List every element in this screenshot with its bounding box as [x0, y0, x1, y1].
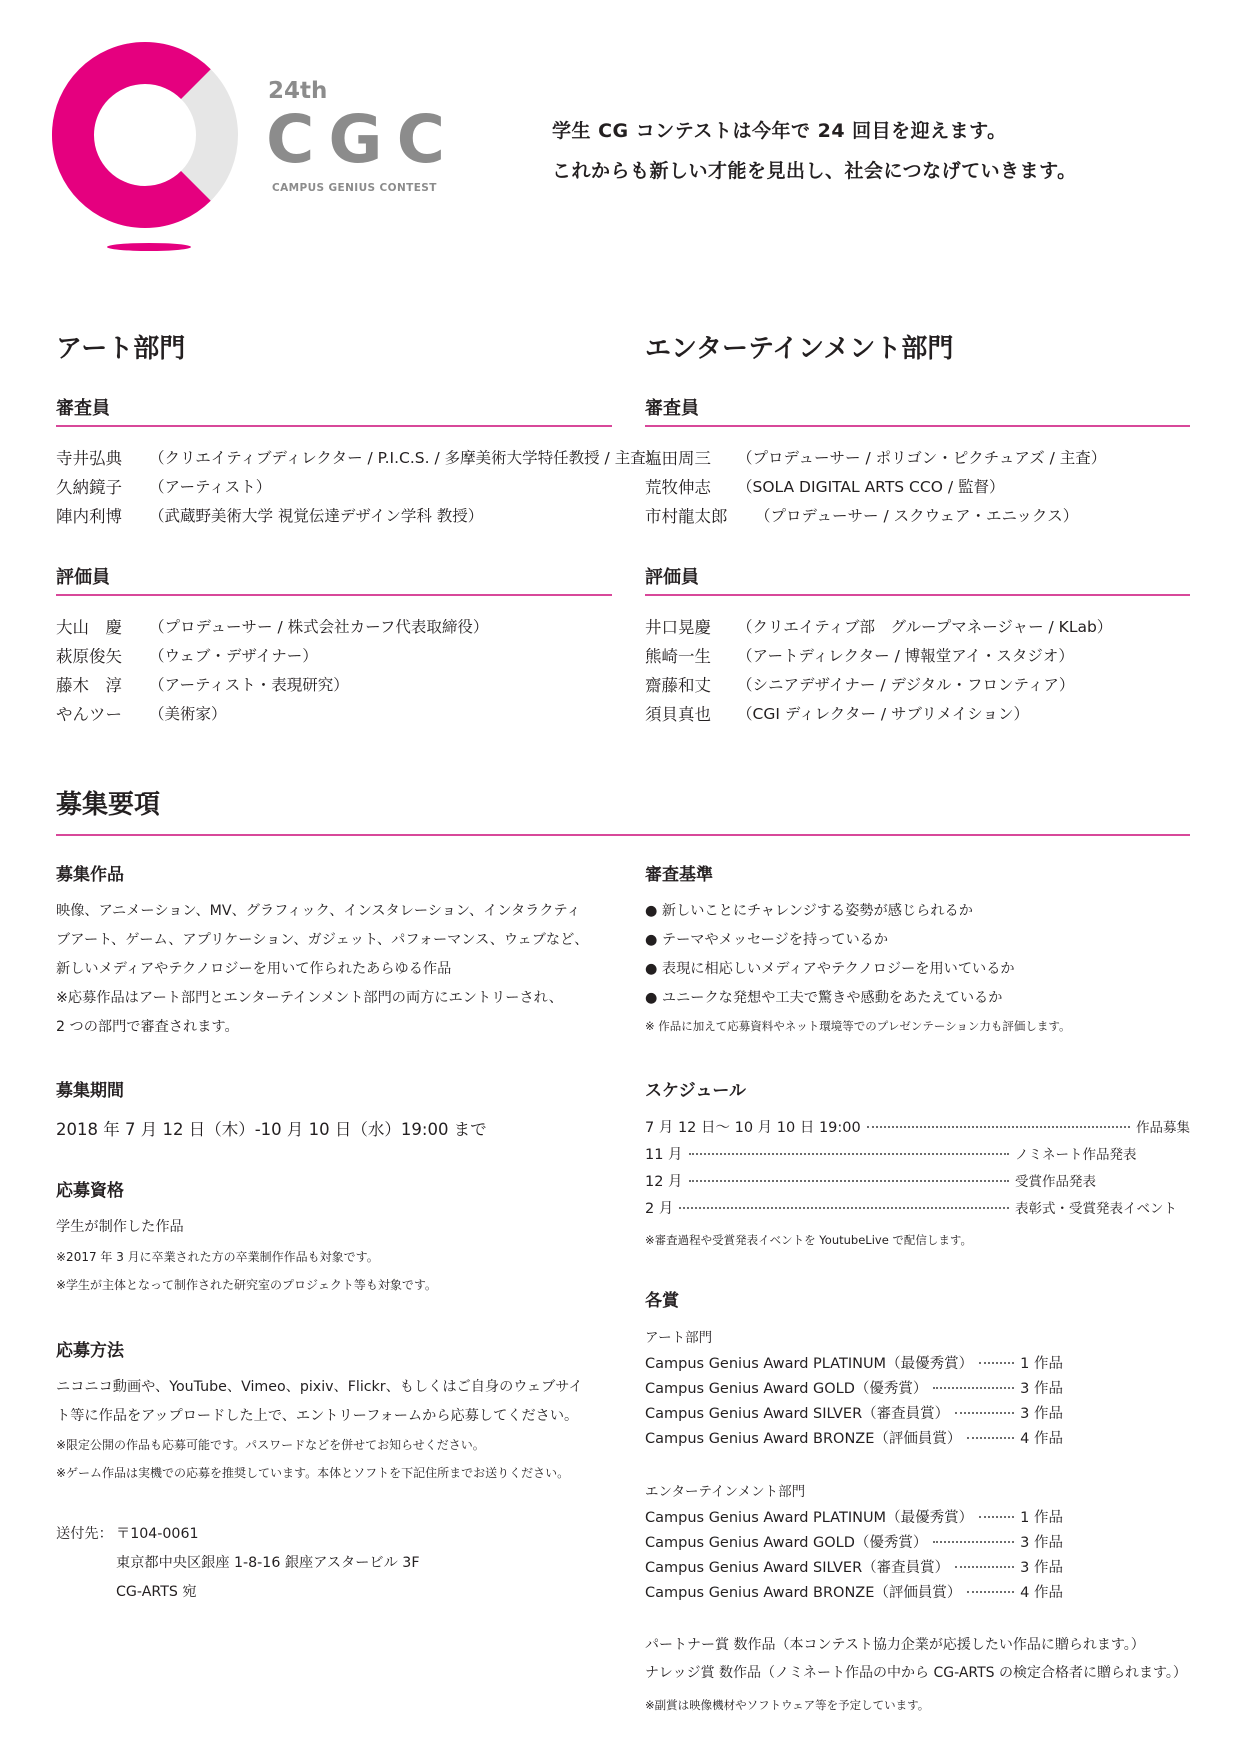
judge-role: （アーティスト） — [149, 478, 272, 496]
awards-heading: 各賞 — [645, 1291, 679, 1311]
ent-judges-rule — [645, 425, 1190, 427]
method-line: ニコニコ動画や、YouTube、Vimeo、pixiv、Flickr、もしくはご自身のウェブサイ — [56, 1379, 583, 1395]
award-name: Campus Genius Award PLATINUM（最優秀賞） — [645, 1356, 974, 1372]
schedule-event: ノミネート作品発表 — [1015, 1147, 1137, 1163]
recruit-title: 募集要項 — [56, 790, 161, 820]
art-section-title: アート部門 — [56, 334, 186, 364]
schedule-note: ※審査過程や受賞発表イベントを YoutubeLive で配信します。 — [645, 1233, 973, 1247]
schedule-date: 7 月 12 日〜 10 月 10 日 19:00 — [645, 1120, 861, 1136]
award-count: 3 作品 — [1020, 1535, 1063, 1551]
works-line: ブアート、ゲーム、アプリケーション、ガジェット、パフォーマンス、ウェブなど、 — [56, 932, 589, 948]
award-name: Campus Genius Award SILVER（審査員賞） — [645, 1406, 950, 1422]
judge-name: 陣内利博 — [56, 507, 122, 526]
art-judges-heading: 審査員 — [56, 398, 110, 419]
awards-note: ※副賞は映像機材やソフトウェア等を予定しています。 — [645, 1698, 930, 1712]
judge-role: （クリエイティブディレクター / P.I.C.S. / 多摩美術大学特任教授 / 主査） — [149, 449, 662, 467]
judge-name: 荒牧伸志 — [645, 478, 711, 497]
partner-award: パートナー賞 数作品（本コンテスト協力企業が応援したい作品に贈られます。） — [645, 1637, 1145, 1653]
works-line: 映像、アニメーション、MV、グラフィック、インスタレーション、インタラクティ — [56, 903, 581, 919]
leader-dots — [979, 1516, 1014, 1518]
evaluator-role: （シニアデザイナー / デジタル・フロンティア） — [737, 676, 1075, 694]
judge-role: （プロデューサー / スクウェア・エニックス） — [755, 507, 1079, 525]
logo-shadow — [107, 243, 191, 251]
judge-role: （武蔵野美術大学 視覚伝達デザイン学科 教授） — [149, 507, 484, 525]
entertainment-section-title: エンターテインメント部門 — [645, 334, 954, 364]
address-label: 送付先： — [56, 1526, 113, 1542]
judge-name: 寺井弘典 — [56, 449, 122, 468]
judge-role: （SOLA DIGITAL ARTS CCO / 監督） — [737, 478, 1005, 496]
evaluator-name: 藤木 淳 — [56, 676, 122, 695]
award-count: 3 作品 — [1020, 1560, 1063, 1576]
leader-dots — [979, 1362, 1014, 1364]
criteria-item: ● 表現に相応しいメディアやテクノロジーを用いているか — [645, 961, 1015, 977]
award-name: Campus Genius Award GOLD（優秀賞） — [645, 1381, 928, 1397]
award-row — [645, 1377, 1063, 1401]
evaluator-role: （アートディレクター / 博報堂アイ・スタジオ） — [737, 647, 1074, 665]
award-name: Campus Genius Award GOLD（優秀賞） — [645, 1535, 928, 1551]
method-line: ト等に作品をアップロードした上で、エントリーフォームから応募してください。 — [56, 1408, 579, 1424]
leader-dots — [679, 1207, 1009, 1209]
works-heading: 募集作品 — [56, 865, 124, 885]
schedule-date: 2 月 — [645, 1201, 674, 1217]
judge-name: 市村龍太郎 — [645, 507, 728, 526]
award-row — [645, 1506, 1063, 1530]
award-row — [645, 1581, 1063, 1605]
leader-dots — [689, 1180, 1009, 1182]
evaluator-name: 齋藤和丈 — [645, 676, 711, 695]
schedule-row — [645, 1197, 1190, 1223]
logo-subtitle: CAMPUS GENIUS CONTEST — [272, 182, 437, 194]
schedule-row — [645, 1170, 1190, 1196]
tagline-line-2: これからも新しい才能を見出し、社会につなげていきます。 — [552, 160, 1077, 182]
award-name: Campus Genius Award BRONZE（評価員賞） — [645, 1431, 962, 1447]
evaluator-role: （プロデューサー / 株式会社カーフ代表取締役） — [149, 618, 489, 636]
evaluator-role: （CGI ディレクター / サブリメイション） — [737, 705, 1029, 723]
award-count: 4 作品 — [1020, 1585, 1063, 1601]
eligibility-heading: 応募資格 — [56, 1181, 124, 1201]
evaluator-name: 井口晃慶 — [645, 618, 711, 637]
works-line: 新しいメディアやテクノロジーを用いて作られたあらゆる作品 — [56, 961, 452, 977]
criteria-note: ※ 作品に加えて応募資料やネット環境等でのプレゼンテーション力も評価します。 — [645, 1019, 1071, 1033]
award-count: 3 作品 — [1020, 1406, 1063, 1422]
method-heading: 応募方法 — [56, 1341, 124, 1361]
works-note: ※応募作品はアート部門とエンターテインメント部門の両方にエントリーされ、 — [56, 990, 563, 1006]
eligibility-note: ※2017 年 3 月に卒業された方の卒業制作作品も対象です。 — [56, 1250, 379, 1264]
schedule-row — [645, 1116, 1190, 1142]
award-row — [645, 1352, 1063, 1376]
criteria-item: ● 新しいことにチャレンジする姿勢が感じられるか — [645, 903, 973, 919]
award-count: 1 作品 — [1020, 1510, 1063, 1526]
knowledge-award: ナレッジ賞 数作品（ノミネート作品の中から CG-ARTS の検定合格者に贈られます。） — [645, 1665, 1187, 1681]
award-row — [645, 1402, 1063, 1426]
period-text: 2018 年 7 月 12 日（木）-10 月 10 日（水）19:00 まで — [56, 1120, 487, 1139]
award-count: 4 作品 — [1020, 1431, 1063, 1447]
award-row — [645, 1427, 1063, 1451]
schedule-date: 12 月 — [645, 1174, 683, 1190]
schedule-event: 作品募集 — [1136, 1120, 1190, 1136]
works-note: 2 つの部門で審査されます。 — [56, 1019, 239, 1035]
art-evaluators-heading: 評価員 — [56, 567, 110, 588]
schedule-date: 11 月 — [645, 1147, 683, 1163]
period-heading: 募集期間 — [56, 1081, 124, 1101]
eligibility-note: ※学生が主体となって制作された研究室のプロジェクト等も対象です。 — [56, 1278, 437, 1292]
evaluator-role: （ウェブ・デザイナー） — [149, 647, 318, 665]
address-recipient: CG-ARTS 宛 — [116, 1584, 197, 1600]
method-note: ※ゲーム作品は実機での応募を推奨しています。本体とソフトを下記住所までお送りください。 — [56, 1466, 570, 1480]
award-name: Campus Genius Award SILVER（審査員賞） — [645, 1560, 950, 1576]
tagline-line-1: 学生 CG コンテストは今年で 24 回目を迎えます。 — [552, 120, 1007, 142]
awards-art-label: アート部門 — [645, 1330, 713, 1346]
ent-evaluators-heading: 評価員 — [645, 567, 699, 588]
judge-name: 久納鏡子 — [56, 478, 122, 497]
award-count: 1 作品 — [1020, 1356, 1063, 1372]
art-judges-rule — [56, 425, 612, 427]
evaluator-name: 萩原俊矢 — [56, 647, 122, 666]
schedule-row — [645, 1143, 1190, 1169]
method-note: ※限定公開の作品も応募可能です。パスワードなどを併せてお知らせください。 — [56, 1438, 485, 1452]
evaluator-name: やんツー — [56, 705, 122, 724]
award-count: 3 作品 — [1020, 1381, 1063, 1397]
leader-dots — [955, 1566, 1014, 1568]
logo-edition: 24th — [268, 78, 328, 104]
leader-dots — [967, 1591, 1014, 1593]
award-name: Campus Genius Award PLATINUM（最優秀賞） — [645, 1510, 974, 1526]
evaluator-name: 熊崎一生 — [645, 647, 711, 666]
ent-judges-heading: 審査員 — [645, 398, 699, 419]
evaluator-name: 須貝真也 — [645, 705, 711, 724]
leader-dots — [689, 1153, 1009, 1155]
evaluator-role: （アーティスト・表現研究） — [149, 676, 349, 694]
schedule-event: 表彰式・受賞発表イベント — [1015, 1201, 1177, 1217]
ent-evaluators-rule — [645, 594, 1190, 596]
award-name: Campus Genius Award BRONZE（評価員賞） — [645, 1585, 962, 1601]
judge-role: （プロデューサー / ポリゴン・ピクチュアズ / 主査） — [737, 449, 1107, 467]
evaluator-role: （クリエイティブ部 グループマネージャー / KLab） — [737, 618, 1113, 636]
evaluator-role: （美術家） — [149, 705, 227, 723]
awards-ent-label: エンターテインメント部門 — [645, 1484, 806, 1500]
address-postal: 〒104-0061 — [116, 1526, 199, 1542]
award-row — [645, 1531, 1063, 1555]
leader-dots — [967, 1437, 1014, 1439]
award-row — [645, 1556, 1063, 1580]
eligibility-main: 学生が制作した作品 — [56, 1219, 184, 1235]
judge-name: 塩田周三 — [645, 449, 711, 468]
art-evaluators-rule — [56, 594, 612, 596]
criteria-heading: 審査基準 — [645, 865, 713, 885]
leader-dots — [933, 1541, 1014, 1543]
leader-dots — [933, 1387, 1014, 1389]
recruit-rule — [56, 834, 1190, 836]
schedule-event: 受賞作品発表 — [1015, 1174, 1096, 1190]
address-street: 東京都中央区銀座 1-8-16 銀座アスタービル 3F — [116, 1555, 420, 1571]
schedule-heading: スケジュール — [645, 1081, 746, 1101]
logo-letters: CGC — [266, 101, 460, 178]
leader-dots — [955, 1412, 1014, 1414]
leader-dots — [867, 1126, 1130, 1128]
criteria-item: ● ユニークな発想や工夫で驚きや感動をあたえているか — [645, 990, 1003, 1006]
evaluator-name: 大山 慶 — [56, 618, 122, 637]
cgc-logo-ring — [50, 40, 240, 230]
criteria-item: ● テーマやメッセージを持っているか — [645, 932, 889, 948]
